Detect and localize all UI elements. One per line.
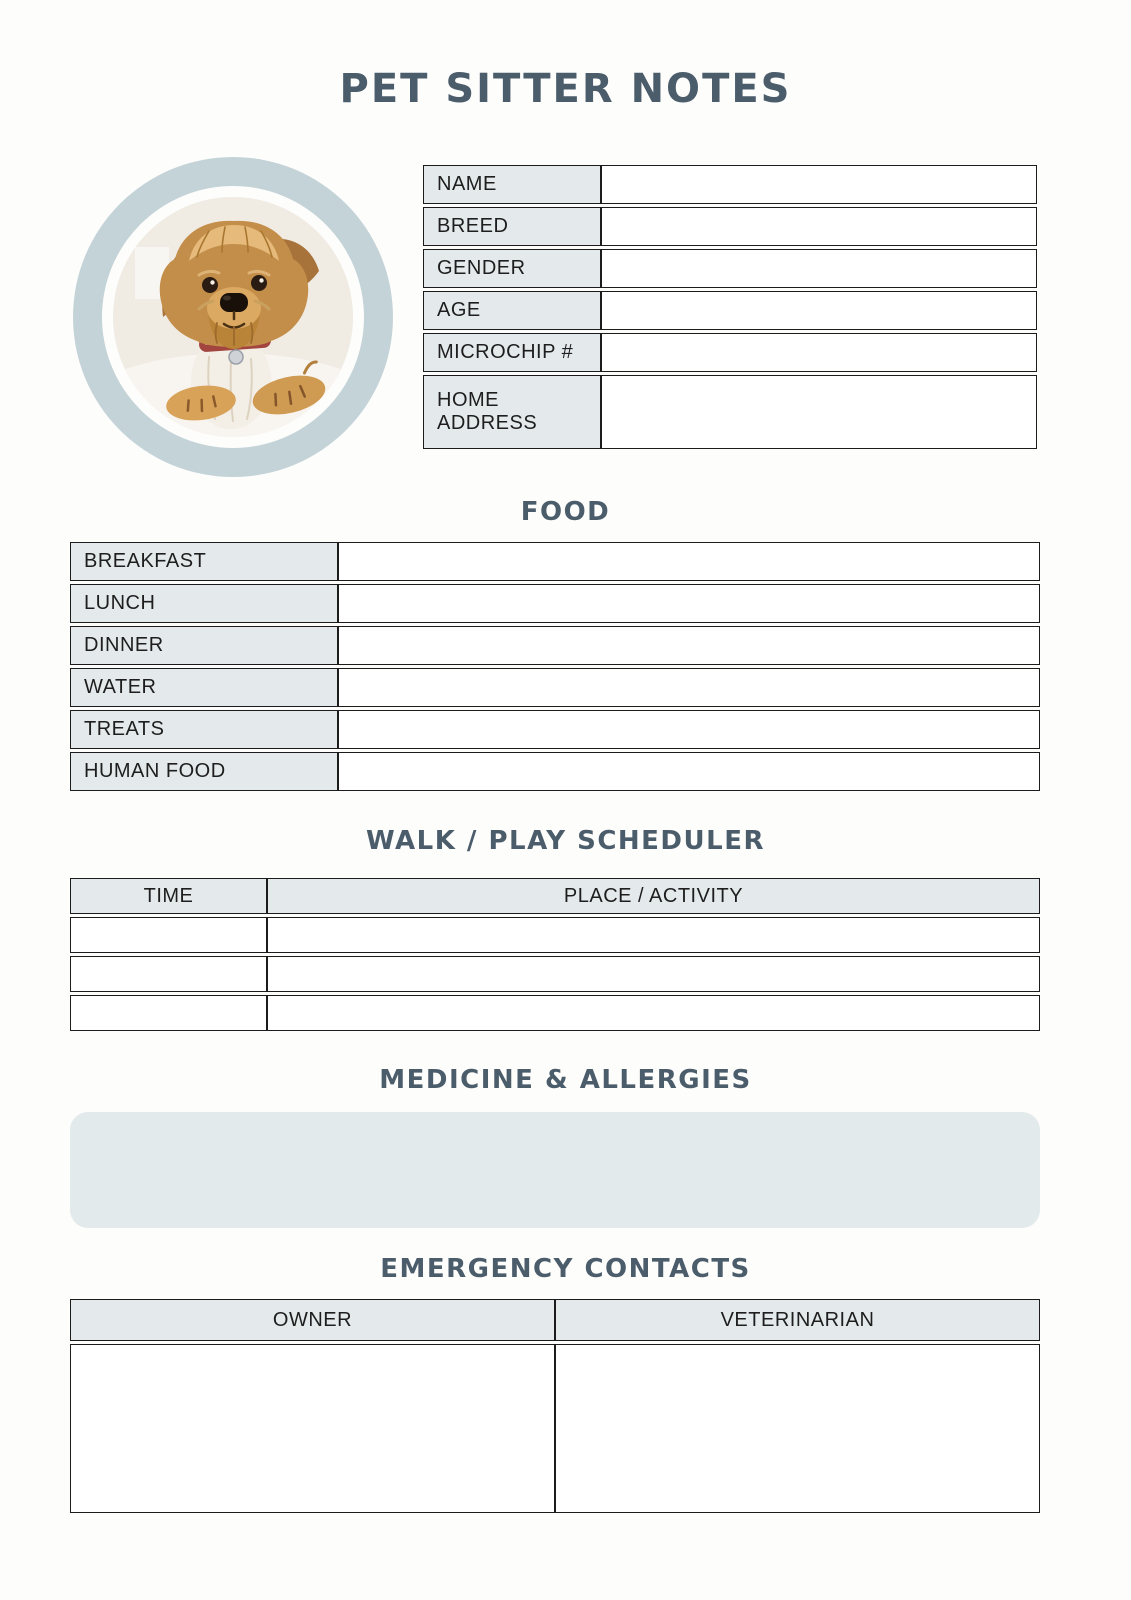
pet-info-table [423,162,1037,452]
food-value-field[interactable] [338,626,1040,665]
walk-play-table [70,875,1040,1034]
food-value-field[interactable] [338,752,1040,791]
pet-info-label: HOME ADDRESS [423,375,601,449]
table-row [70,956,1040,992]
food-label: WATER [70,668,338,707]
page-title: PET SITTER NOTES [339,66,792,112]
food-section-title: FOOD [520,497,611,527]
pet-info-label: MICROCHIP # [423,333,601,372]
table-row [70,668,1040,707]
food-value-field[interactable] [338,542,1040,581]
pet-info-value-field[interactable] [601,249,1037,288]
owner-contact-field[interactable] [70,1344,555,1513]
food-label: DINNER [70,626,338,665]
table-header-row [70,1299,1040,1341]
food-label: TREATS [70,710,338,749]
food-label: HUMAN FOOD [70,752,338,791]
emergency-section-title: EMERGENCY CONTACTS [380,1254,751,1284]
pet-photo-frame [73,157,393,477]
pet-info-value-field[interactable] [601,165,1037,204]
table-row [423,291,1037,330]
veterinarian-contact-field[interactable] [555,1344,1040,1513]
table-row [70,710,1040,749]
table-header-row [70,878,1040,914]
veterinarian-column-header: VETERINARIAN [555,1299,1040,1341]
pet-info-label: AGE [423,291,601,330]
table-row [70,995,1040,1031]
pet-info-value-field[interactable] [601,375,1037,449]
table-row [70,917,1040,953]
time-column-header: TIME [70,878,267,914]
walk-play-section-title: WALK / PLAY SCHEDULER [366,826,765,856]
pet-info-value-field[interactable] [601,333,1037,372]
dog-illustration [113,197,353,437]
food-label: BREAKFAST [70,542,338,581]
table-row [423,165,1037,204]
owner-column-header: OWNER [70,1299,555,1341]
table-row [70,542,1040,581]
table-row [423,333,1037,372]
food-value-field[interactable] [338,584,1040,623]
table-row [423,249,1037,288]
food-label: LUNCH [70,584,338,623]
table-row [70,1344,1040,1513]
table-row [423,375,1037,449]
time-field[interactable] [70,995,267,1031]
pet-info-label: GENDER [423,249,601,288]
pet-info-label: BREED [423,207,601,246]
food-value-field[interactable] [338,710,1040,749]
food-value-field[interactable] [338,668,1040,707]
time-field[interactable] [70,956,267,992]
table-row [70,626,1040,665]
pet-photo [113,197,353,437]
place-activity-column-header: PLACE / ACTIVITY [267,878,1040,914]
emergency-contacts-table [70,1296,1040,1516]
table-row [70,752,1040,791]
pet-info-value-field[interactable] [601,207,1037,246]
time-field[interactable] [70,917,267,953]
pet-info-value-field[interactable] [601,291,1037,330]
place-activity-field[interactable] [267,995,1040,1031]
medicine-section-title: MEDICINE & ALLERGIES [379,1065,752,1095]
place-activity-field[interactable] [267,956,1040,992]
food-table [70,539,1040,794]
pet-info-label: NAME [423,165,601,204]
place-activity-field[interactable] [267,917,1040,953]
table-row [70,584,1040,623]
medicine-notes-area[interactable] [70,1112,1040,1228]
table-row [423,207,1037,246]
